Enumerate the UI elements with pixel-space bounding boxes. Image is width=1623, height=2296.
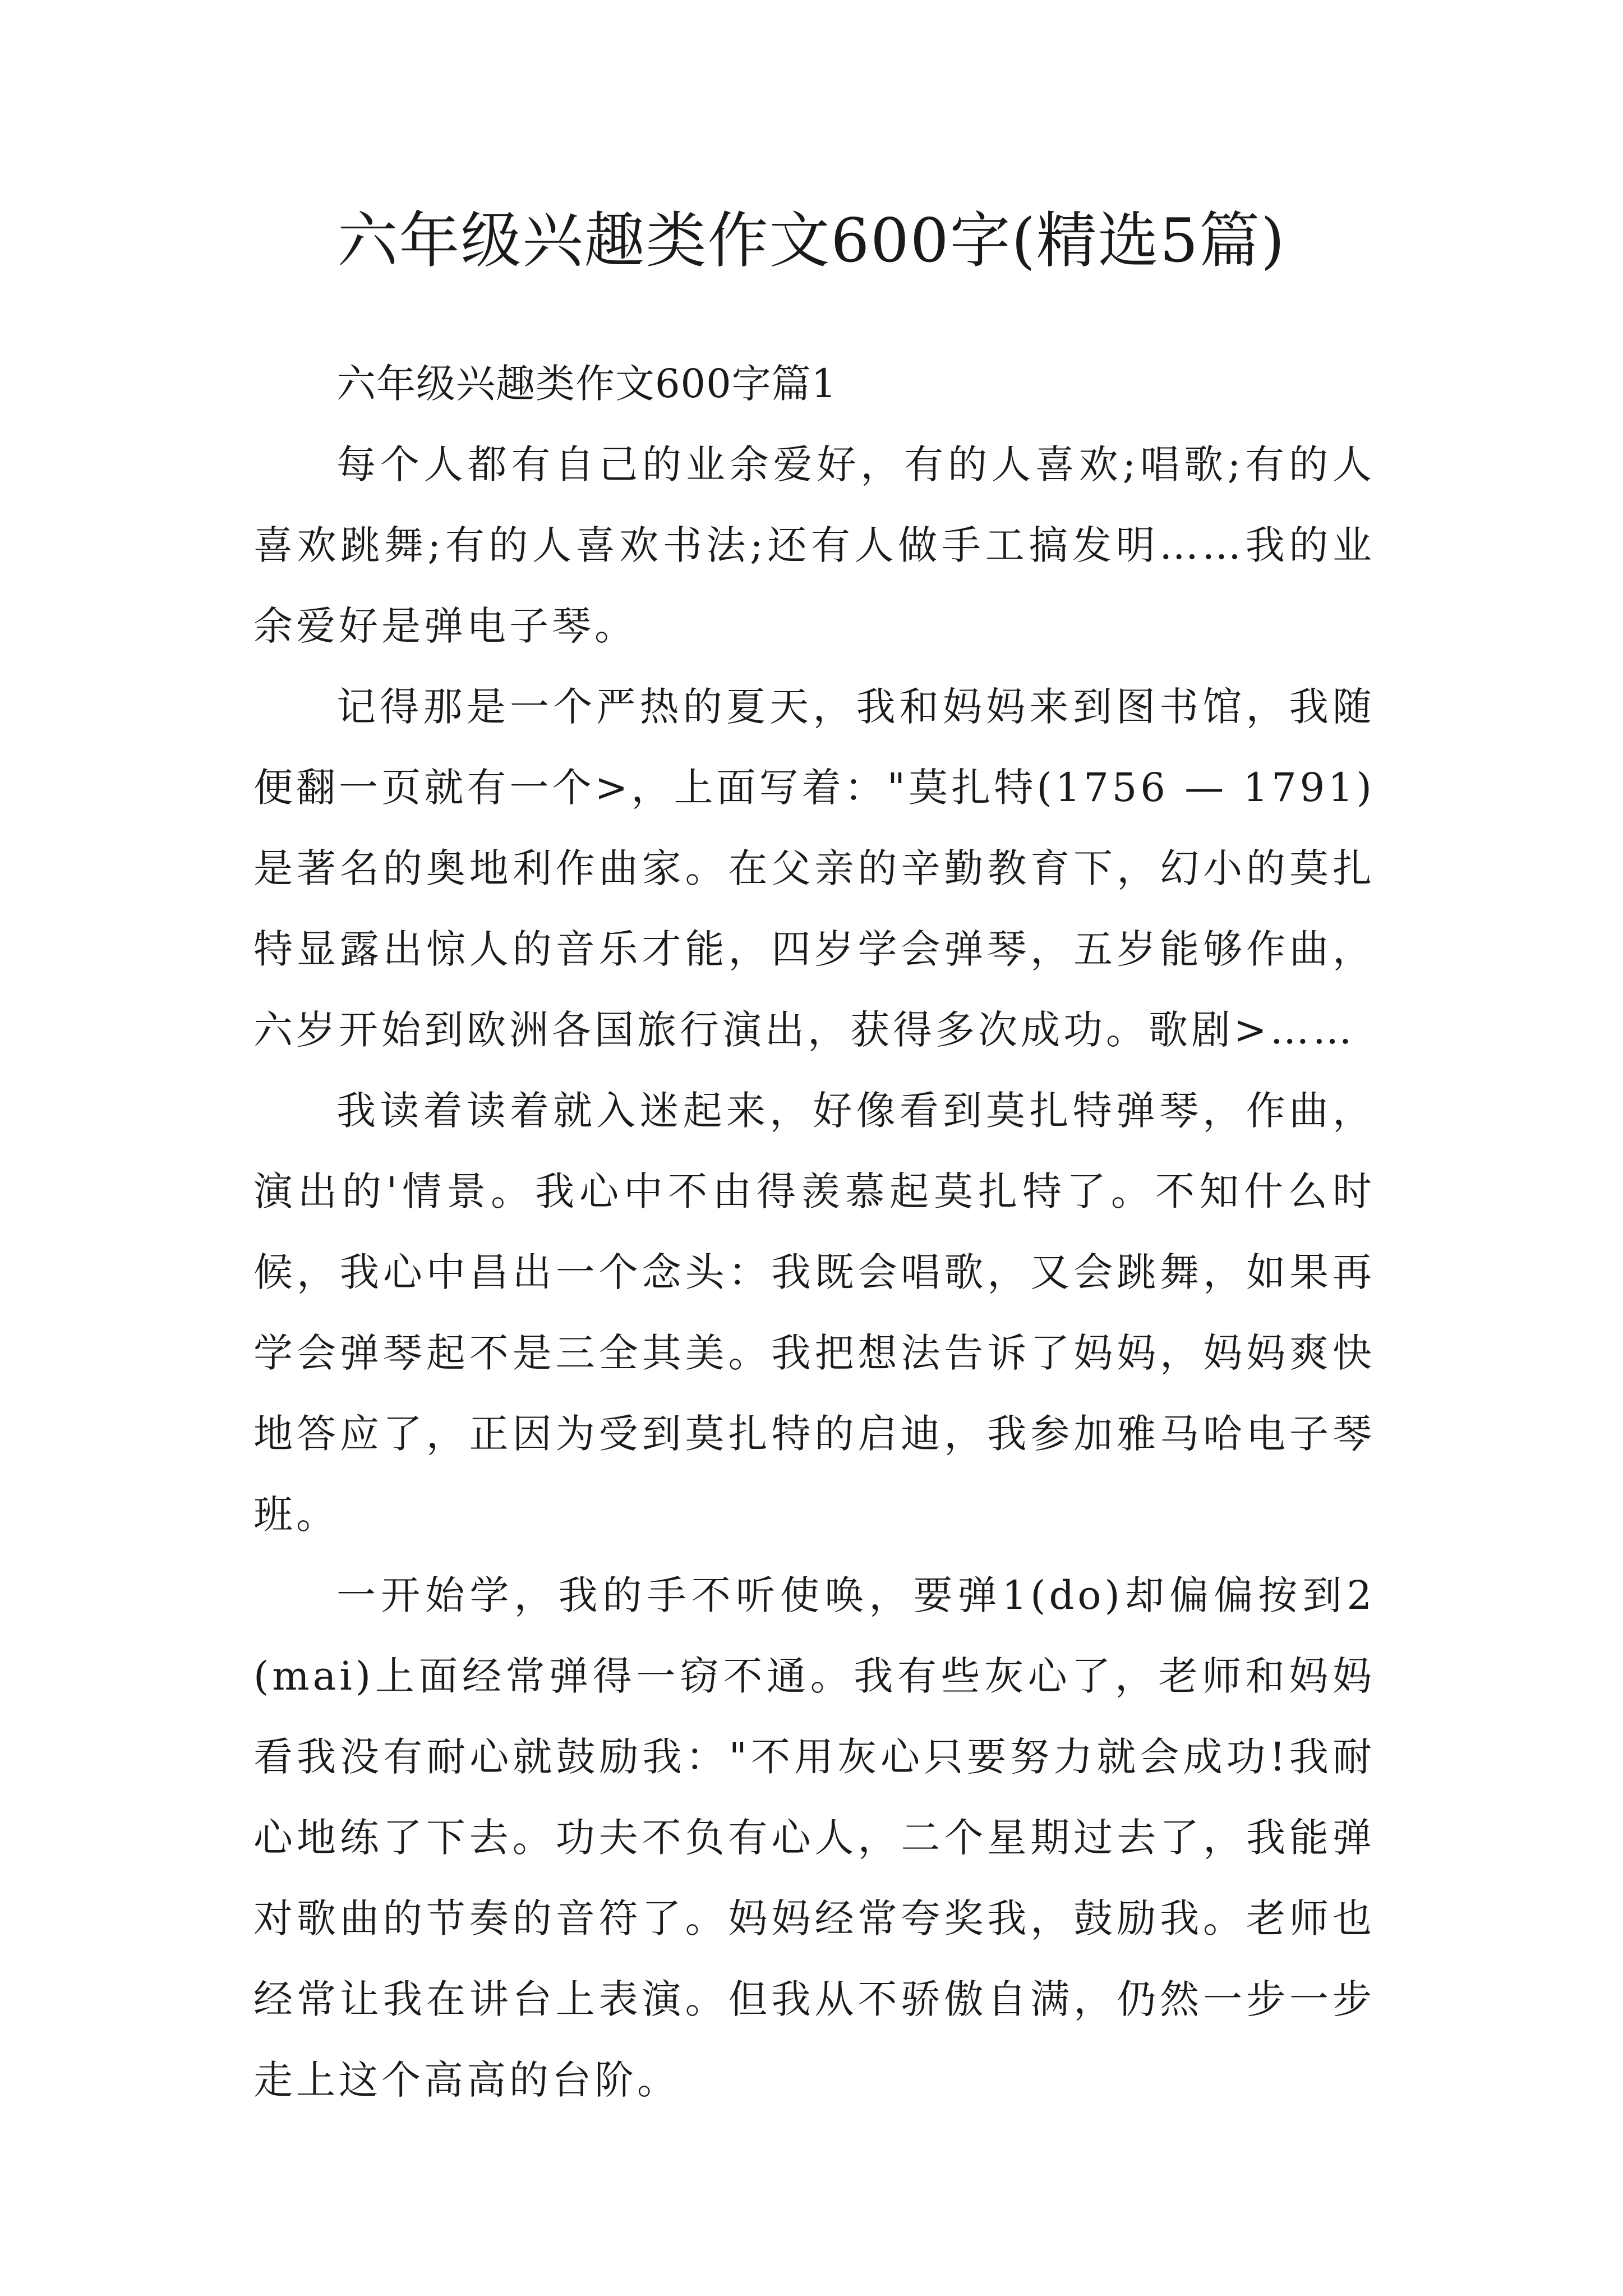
section-heading: 六年级兴趣类作文600字篇1: [336, 361, 837, 407]
paragraph-1: 每个人都有自己的业余爱好，有的人喜欢;唱歌;有的人喜欢跳舞;有的人喜欢书法;还有人做手工搞发明……我的业余爱好是弹电子琴。: [253, 441, 1375, 649]
paragraph-3: 我读着读着就入迷起来，好像看到莫扎特弹琴，作曲，演出的'情景。我心中不由得羡慕起莫扎特了。不知什么时候，我心中昌出一个念头：我既会唱歌，又会跳舞，如果再学会弹琴起不是三全其美。我把想法告诉了妈妈，妈妈爽快地答应了，正因为受到莫扎特的启迪，我参加雅马哈电子琴班。: [253, 1088, 1375, 1538]
document-title: 六年级兴趣类作文600字(精选5篇): [337, 206, 1286, 276]
paragraph-2: 记得那是一个严热的夏天，我和妈妈来到图书馆，我随便翻一页就有一个>，上面写着："莫扎特(1756 — 1791)是著名的奥地利作曲家。在父亲的辛勤教育下，幻小的莫扎特显露出惊人的音乐才能，四岁学会弹琴，五岁能够作曲，六岁开始到欧洲各国旅行演出，获得多次成功。歌剧>……: [253, 684, 1375, 1053]
paragraph-4: 一开始学，我的手不听使唤，要弹1(do)却偏偏按到2(mai)上面经常弹得一窃不通。我有些灰心了，老师和妈妈看我没有耐心就鼓励我："不用灰心只要努力就会成功!我耐心地练了下去。功夫不负有心人，二个星期过去了，我能弹对歌曲的节奏的音符了。妈妈经常夸奖我，鼓励我。老师也经常让我在讲台上表演。但我从不骄傲自满，仍然一步一步走上这个高高的台阶。: [253, 1572, 1375, 2103]
document-body: [253, 343, 1375, 2120]
